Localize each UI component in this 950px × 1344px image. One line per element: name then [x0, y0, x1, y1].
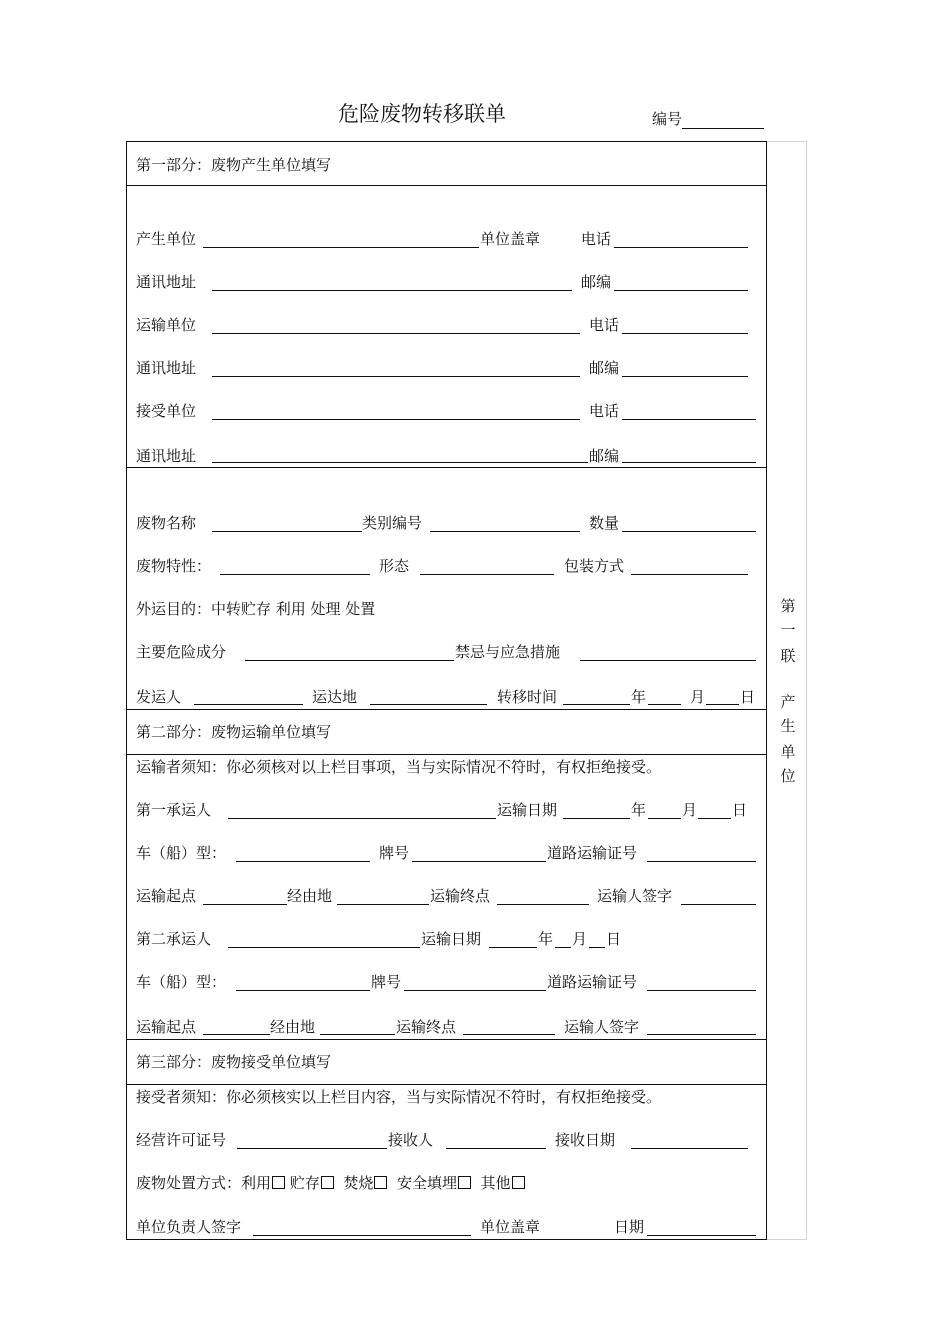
end1-field[interactable] — [497, 904, 589, 905]
carrier1-month-field[interactable] — [648, 818, 681, 819]
start1-field[interactable] — [203, 904, 287, 905]
vehicle2-field[interactable] — [236, 990, 370, 991]
side-label-char: 一 — [780, 621, 796, 639]
opt-other-label: 其他 — [480, 1174, 511, 1192]
end2-field[interactable] — [463, 1034, 555, 1035]
part3-notice: 接受者须知：你必须核实以上栏目内容，当与实际情况不符时，有权拒绝接受。 — [136, 1088, 662, 1106]
opt-store-label: 贮存 — [289, 1174, 320, 1192]
taboo-field[interactable] — [580, 660, 756, 661]
leader-sign-field[interactable] — [253, 1235, 471, 1236]
signature2-field[interactable] — [647, 1034, 756, 1035]
start2-field[interactable] — [203, 1034, 270, 1035]
start-label: 运输起点 — [136, 887, 197, 905]
producer-field[interactable] — [203, 247, 479, 248]
serial-label: 编号 — [652, 110, 683, 128]
transfer-month-field[interactable] — [648, 704, 681, 705]
via-label: 经由地 — [287, 887, 333, 905]
disposal-label: 废物处置方式： — [136, 1174, 242, 1192]
month-label: 月 — [682, 801, 698, 819]
license-field[interactable] — [237, 1148, 387, 1149]
side-label-char: 联 — [780, 647, 796, 665]
divider — [126, 1084, 767, 1085]
receiver-person-field[interactable] — [446, 1148, 546, 1149]
divider — [126, 709, 767, 710]
producer-label: 产生单位 — [136, 230, 197, 248]
part1-header: 第一部分：废物产生单位填写 — [136, 156, 332, 174]
divider — [126, 185, 767, 186]
divider — [126, 754, 767, 755]
quantity-field[interactable] — [622, 531, 756, 532]
opt-use-checkbox[interactable] — [272, 1176, 285, 1189]
road-permit-label: 道路运输证号 — [547, 973, 638, 991]
year-label: 年 — [631, 688, 647, 706]
purpose-options: 外运目的：中转贮存 利用 处理 处置 — [136, 600, 376, 618]
date-field[interactable] — [647, 1235, 756, 1236]
signature-label: 运输人签字 — [597, 887, 673, 905]
carrier2-month-field[interactable] — [555, 947, 571, 948]
producer-address-label: 通讯地址 — [136, 273, 197, 291]
opt-store-checkbox[interactable] — [321, 1176, 334, 1189]
destination-label: 运达地 — [312, 688, 358, 706]
transfer-time-label: 转移时间 — [497, 688, 558, 706]
day-label: 日 — [606, 930, 622, 948]
transport-date-label: 运输日期 — [421, 930, 482, 948]
carrier2-label: 第二承运人 — [136, 930, 212, 948]
end-label: 运输终点 — [430, 887, 491, 905]
packaging-field[interactable] — [631, 574, 748, 575]
serial-number-blank[interactable] — [682, 112, 764, 129]
side-label-char: 产 — [780, 693, 796, 711]
side-label-char: 第 — [780, 597, 796, 615]
receiver-address-field[interactable] — [212, 462, 588, 463]
opt-burn-checkbox[interactable] — [374, 1176, 387, 1189]
day-label: 日 — [740, 688, 756, 706]
receiver-postcode-field[interactable] — [622, 462, 756, 463]
vehicle1-field[interactable] — [236, 861, 370, 862]
category-code-label: 类别编号 — [362, 514, 423, 532]
road-permit1-field[interactable] — [647, 861, 756, 862]
plate-label: 牌号 — [379, 844, 410, 862]
part2-notice: 运输者须知：你必须核对以上栏目事项，当与实际情况不符时，有权拒绝接受。 — [136, 758, 662, 776]
plate2-field[interactable] — [404, 990, 546, 991]
month-label: 月 — [572, 930, 588, 948]
form-title: 危险废物转移联单 — [338, 102, 506, 126]
waste-name-label: 废物名称 — [136, 514, 197, 532]
day-label: 日 — [732, 801, 748, 819]
divider — [126, 467, 767, 468]
opt-landfill-checkbox[interactable] — [458, 1176, 471, 1189]
side-label-char: 生 — [780, 717, 796, 735]
year-label: 年 — [538, 930, 554, 948]
packaging-label: 包装方式 — [564, 557, 625, 575]
carrier2-day-field[interactable] — [589, 947, 605, 948]
transporter-phone-field[interactable] — [622, 333, 748, 334]
opt-other-checkbox[interactable] — [512, 1176, 525, 1189]
transporter-address-label: 通讯地址 — [136, 359, 197, 377]
form-field[interactable] — [420, 574, 554, 575]
seal-label: 单位盖章 — [480, 230, 541, 248]
opt-use-label: 利用 — [241, 1174, 272, 1192]
postcode-label: 邮编 — [589, 447, 620, 465]
side-label-char: 位 — [780, 767, 796, 785]
via1-field[interactable] — [337, 904, 429, 905]
category-code-field[interactable] — [430, 531, 580, 532]
serial-number-field — [652, 108, 764, 129]
receive-date-field[interactable] — [631, 1148, 748, 1149]
signature1-field[interactable] — [681, 904, 756, 905]
taboo-label: 禁忌与应急措施 — [455, 643, 561, 661]
destination-field[interactable] — [370, 704, 487, 705]
road-permit2-field[interactable] — [647, 990, 756, 991]
leader-sign-label: 单位负责人签字 — [136, 1218, 242, 1236]
via-label: 经由地 — [270, 1018, 316, 1036]
opt-landfill-label: 安全填埋 — [396, 1174, 457, 1192]
shipper-field[interactable] — [194, 704, 303, 705]
side-label-char: 单 — [780, 743, 796, 761]
vehicle-label: 车（船）型： — [136, 844, 227, 862]
form-label: 形态 — [379, 557, 410, 575]
transport-date-label: 运输日期 — [497, 801, 558, 819]
phone-label: 电话 — [589, 316, 620, 334]
postcode-label: 邮编 — [589, 359, 620, 377]
carrier1-field[interactable] — [228, 818, 496, 819]
waste-name-field[interactable] — [212, 531, 362, 532]
receiver-phone-field[interactable] — [622, 419, 756, 420]
transporter-address-field[interactable] — [212, 376, 580, 377]
receiver-address-label: 通讯地址 — [136, 447, 197, 465]
road-permit-label: 道路运输证号 — [547, 844, 638, 862]
form-frame — [126, 141, 767, 1240]
part3-header: 第三部分：废物接受单位填写 — [136, 1053, 332, 1071]
part2-header: 第二部分：废物运输单位填写 — [136, 723, 332, 741]
carrier2-year-field[interactable] — [489, 947, 537, 948]
year-label: 年 — [631, 801, 647, 819]
postcode-label: 邮编 — [581, 273, 612, 291]
transporter-label: 运输单位 — [136, 316, 197, 334]
carrier1-day-field[interactable] — [698, 818, 731, 819]
carrier1-year-field[interactable] — [563, 818, 630, 819]
plate-label: 牌号 — [371, 973, 402, 991]
month-label: 月 — [690, 688, 706, 706]
carrier2-field[interactable] — [228, 947, 420, 948]
producer-postcode-field[interactable] — [614, 290, 748, 291]
opt-burn-label: 焚烧 — [343, 1174, 374, 1192]
seal-label: 单位盖章 — [480, 1218, 541, 1236]
disposal-row — [136, 1174, 525, 1192]
signature-label: 运输人签字 — [564, 1018, 640, 1036]
shipper-label: 发运人 — [136, 688, 182, 706]
property-label: 废物特性： — [136, 557, 212, 575]
main-components-field[interactable] — [245, 660, 454, 661]
receive-date-label: 接收日期 — [555, 1131, 616, 1149]
divider — [126, 1039, 767, 1040]
end-label: 运输终点 — [396, 1018, 457, 1036]
property-field[interactable] — [220, 574, 370, 575]
transporter-field[interactable] — [212, 333, 580, 334]
receiver-person-label: 接收人 — [388, 1131, 434, 1149]
producer-phone-field[interactable] — [614, 247, 748, 248]
start-label: 运输起点 — [136, 1018, 197, 1036]
phone-label: 电话 — [581, 230, 612, 248]
carrier1-label: 第一承运人 — [136, 801, 212, 819]
transfer-year-field[interactable] — [563, 704, 630, 705]
via2-field[interactable] — [320, 1034, 395, 1035]
transfer-day-field[interactable] — [706, 704, 739, 705]
license-label: 经营许可证号 — [136, 1131, 227, 1149]
main-components-label: 主要危险成分 — [136, 643, 227, 661]
vehicle-label: 车（船）型： — [136, 973, 227, 991]
producer-address-field[interactable] — [212, 290, 572, 291]
receiver-field[interactable] — [212, 419, 580, 420]
date-label: 日期 — [614, 1218, 645, 1236]
quantity-label: 数量 — [589, 514, 620, 532]
phone-label: 电话 — [589, 402, 620, 420]
transporter-postcode-field[interactable] — [622, 376, 748, 377]
plate1-field[interactable] — [412, 861, 546, 862]
receiver-label: 接受单位 — [136, 402, 197, 420]
